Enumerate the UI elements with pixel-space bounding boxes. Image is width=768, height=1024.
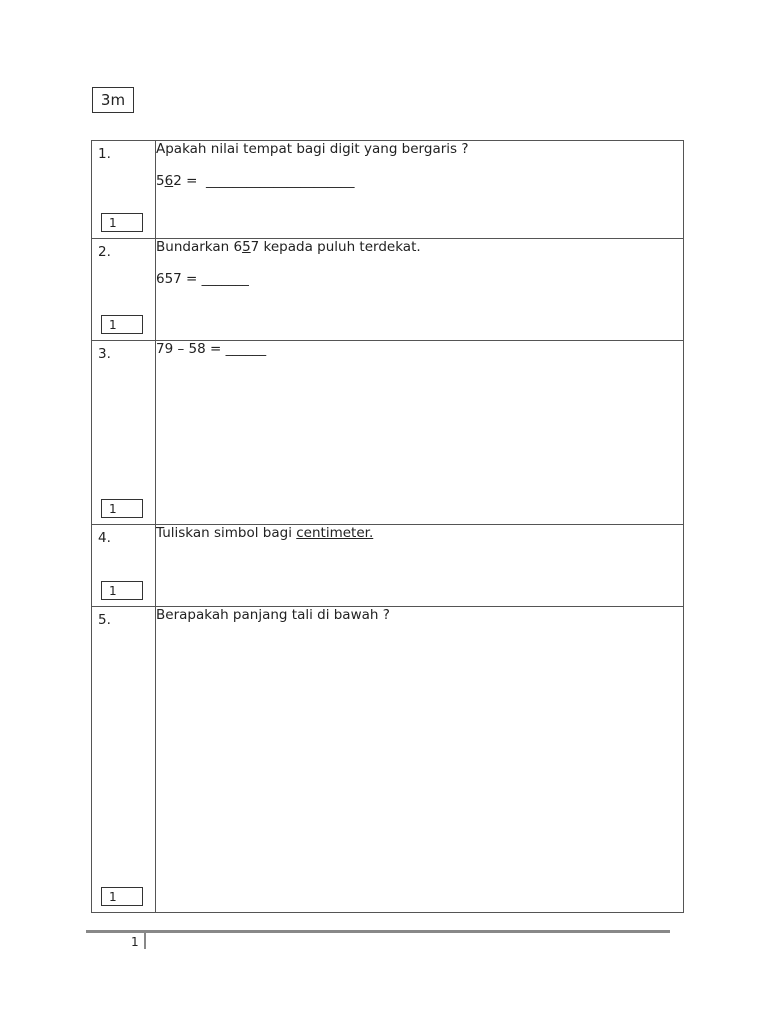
underlined-digit: 5 — [242, 239, 251, 255]
answer-line — [156, 173, 683, 190]
question-text-cell — [156, 239, 684, 341]
question-text — [156, 239, 683, 256]
underlined-term: centimeter. — [296, 525, 374, 541]
text-part: 7 kepada puluh terdekat. — [250, 239, 421, 255]
question-number: 3. — [98, 346, 111, 362]
number-part: 5 — [156, 173, 165, 189]
question-number-cell — [92, 341, 156, 525]
footer-separator — [144, 933, 146, 949]
question-row — [92, 141, 684, 239]
question-text-cell — [156, 341, 684, 525]
question-number-cell — [92, 525, 156, 607]
footer-page-number: 1 — [131, 935, 139, 949]
mark-box: 1 — [101, 499, 143, 518]
answer-blank: 2 = ______________________ — [173, 173, 355, 189]
question-number: 2. — [98, 244, 111, 260]
question-number-cell — [92, 141, 156, 239]
question-text-cell — [156, 607, 684, 913]
mark-box: 1 — [101, 887, 143, 906]
question-row — [92, 525, 684, 607]
question-text-cell — [156, 141, 684, 239]
answer-line: 657 = _______ — [156, 271, 249, 287]
question-text: Apakah nilai tempat bagi digit yang bergaris ? — [156, 141, 469, 157]
question-number-cell — [92, 607, 156, 913]
question-number: 1. — [98, 146, 111, 162]
mark-box: 1 — [101, 315, 143, 334]
text-part: Tuliskan simbol bagi — [156, 525, 297, 541]
mark-box: 1 — [101, 581, 143, 600]
mark-box: 1 — [101, 213, 143, 232]
question-table — [91, 140, 684, 913]
text-part: Bundarkan 6 — [156, 239, 243, 255]
question-row — [92, 607, 684, 913]
question-text-cell — [156, 525, 684, 607]
question-text — [156, 525, 683, 542]
footer-rule — [86, 930, 670, 933]
page-label: 3m — [92, 87, 134, 113]
underlined-digit: 6 — [164, 173, 174, 189]
question-number: 5. — [98, 612, 111, 628]
question-number-cell — [92, 239, 156, 341]
question-text: 79 – 58 = ______ — [156, 341, 267, 357]
question-text: Berapakah panjang tali di bawah ? — [156, 607, 390, 623]
question-row — [92, 341, 684, 525]
question-row — [92, 239, 684, 341]
question-number: 4. — [98, 530, 111, 546]
